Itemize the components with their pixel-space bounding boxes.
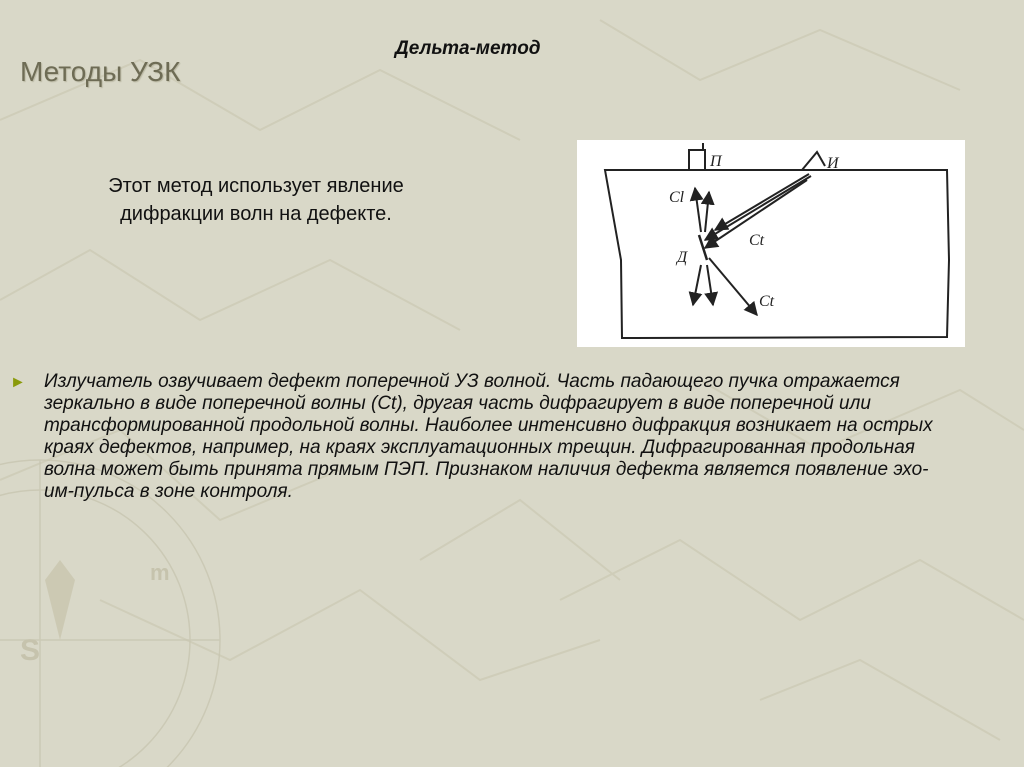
bullet-marker: ► — [10, 374, 26, 391]
receiver-probe — [689, 150, 705, 170]
intro-text: Этот метод использует явление дифракции волн на дефекте. — [108, 175, 404, 225]
receiver-label: П — [710, 153, 722, 170]
delta-method-diagram — [577, 140, 965, 347]
svg-text:S: S — [20, 634, 41, 667]
cl-label: Cl — [669, 189, 685, 206]
specimen-outline — [605, 170, 949, 338]
ct-lower-label: Ct — [759, 293, 775, 310]
ct-upper-label: Ct — [749, 232, 765, 249]
emitter-probe — [802, 152, 825, 170]
defect-label: Д — [677, 249, 688, 266]
emitter-label: И — [827, 155, 839, 172]
slide-subtitle: Дельта-метод — [395, 38, 541, 59]
slide-title: Методы УЗК — [20, 56, 181, 87]
svg-text:m: m — [150, 560, 170, 585]
beam-incident-1 — [715, 174, 809, 230]
beam-incident-2 — [705, 176, 811, 240]
bullet-paragraph: Излучатель озвучивает дефект поперечной УЗ волной. Часть падающего пучка отражается зеркально в виде поперечной волны (Ct), другая часть дифрагирует в виде поперечной или трансформированной продольной волны. Наиболее интенсивно дифракция возникает на острых краях дефектов, например, на краях эксплуатационных трещин. Дифрагированная продольная волна может быть принята прямым ПЭП. Признаком наличия дефекта является появление эхо-им-пульса в зоне контроля. — [44, 371, 933, 502]
